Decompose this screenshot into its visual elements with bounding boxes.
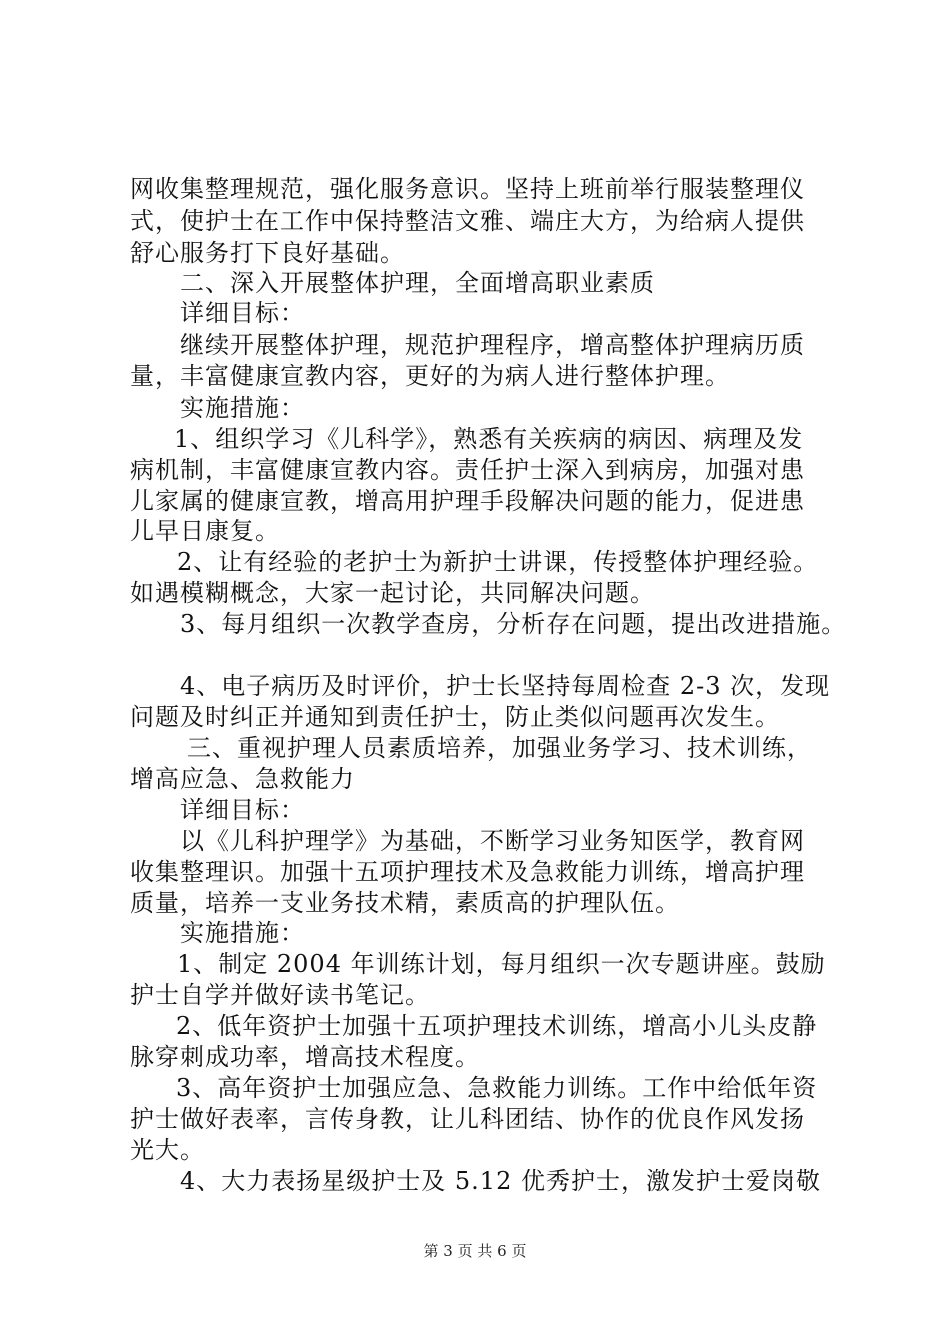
- text-line: 4、电子病历及时评价，护士长坚持每周检查 2-3 次，发现: [180, 672, 831, 700]
- text-line: 收集整理识。加强十五项护理技术及急救能力训练，增高护理: [130, 858, 805, 886]
- section-heading: 三、重视护理人员素质培养，加强业务学习、技术训练，: [187, 734, 812, 762]
- text-line: 如遇模糊概念，大家一起讨论，共同解决问题。: [130, 579, 655, 607]
- text-line: 以《儿科护理学》为基础，不断学习业务知医学，教育网: [180, 827, 805, 855]
- text-line: 实施措施：: [180, 394, 305, 422]
- text-line: 2、让有经验的老护士为新护士讲课，传授整体护理经验。: [177, 548, 819, 576]
- text-line: 护士自学并做好读书笔记。: [130, 981, 430, 1009]
- text-line: 详细目标：: [180, 796, 305, 824]
- text-line: 问题及时纠正并通知到责任护士，防止类似问题再次发生。: [130, 703, 780, 731]
- text-line: 增高应急、急救能力: [130, 765, 355, 793]
- text-line: 实施措施：: [180, 919, 305, 947]
- text-line: 质量，培养一支业务技术精，素质高的护理队伍。: [130, 889, 680, 917]
- text-line: 舒心服务打下良好基础。: [130, 239, 405, 267]
- text-line: 1、组织学习《儿科学》，熟悉有关疾病的病因、病理及发: [174, 425, 804, 453]
- text-line: 式，使护士在工作中保持整洁文雅、端庄大方，为给病人提供: [130, 207, 805, 235]
- text-line: 儿早日康复。: [130, 517, 280, 545]
- text-line: 病机制，丰富健康宣教内容。责任护士深入到病房，加强对患: [130, 456, 805, 484]
- text-line: 4、大力表扬星级护士及 5.12 优秀护士，激发护士爱岗敬: [180, 1167, 821, 1195]
- text-line: 2、低年资护士加强十五项护理技术训练，增高小儿头皮静: [176, 1012, 818, 1040]
- page-number-footer: 第 3 页 共 6 页: [423, 1242, 527, 1260]
- text-line: 3、每月组织一次教学查房，分析存在问题，提出改进措施。: [180, 610, 847, 638]
- text-line: 网收集整理规范，强化服务意识。坚持上班前举行服装整理仪: [130, 175, 805, 203]
- text-line: 儿家属的健康宣教，增高用护理手段解决问题的能力，促进患: [130, 487, 805, 515]
- text-line: 3、高年资护士加强应急、急救能力训练。工作中给低年资: [176, 1074, 818, 1102]
- text-line: 脉穿刺成功率，增高技术程度。: [130, 1043, 480, 1071]
- text-line: 详细目标：: [180, 299, 305, 327]
- section-heading: 二、深入开展整体护理，全面增高职业素质: [180, 269, 655, 297]
- text-line: 护士做好表率，言传身教，让儿科团结、协作的优良作风发扬: [130, 1105, 805, 1133]
- text-line: 光大。: [130, 1136, 205, 1164]
- text-line: 1、制定 2004 年训练计划，每月组织一次专题讲座。鼓励: [177, 950, 826, 978]
- text-line: 继续开展整体护理，规范护理程序，增高整体护理病历质: [180, 331, 805, 359]
- text-line: 量，丰富健康宣教内容，更好的为病人进行整体护理。: [130, 362, 730, 390]
